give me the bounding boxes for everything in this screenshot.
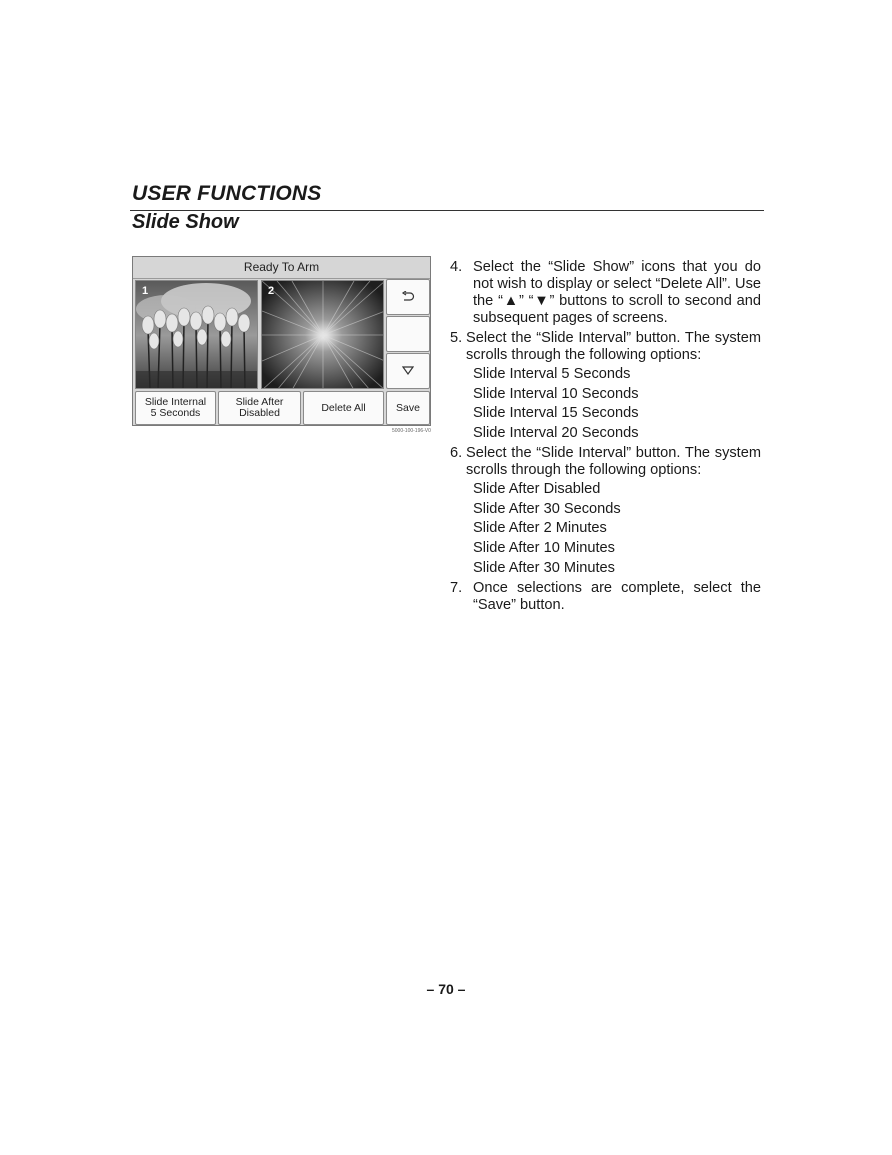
option-item: Slide After 10 Minutes xyxy=(473,539,615,556)
option-item: Slide After 30 Minutes xyxy=(473,559,615,576)
thumbnail-number: 2 xyxy=(268,285,275,297)
slide-interval-options xyxy=(450,365,761,444)
step-text: Select the “Slide Interval” button. The system scrolls through the following options: xyxy=(466,330,761,363)
section-subtitle: Slide Show xyxy=(132,211,239,233)
slide-after-button[interactable]: Slide After Disabled xyxy=(218,391,301,425)
tulips-image xyxy=(136,281,258,389)
step-text: Select the “Slide Show” icons that you do not wish to display or select “Delete All”. Use the “▲” “▼” buttons to scroll to second and subsequent pages of screens. xyxy=(473,259,761,326)
instruction-list xyxy=(450,259,761,617)
slide-after-options xyxy=(450,480,761,579)
slide-interval-button[interactable]: Slide Internal 5 Seconds xyxy=(135,391,216,425)
blank-side-button[interactable] xyxy=(386,316,430,352)
step-number: 7. xyxy=(450,580,463,597)
figure-code: 5000-100-196-V0 xyxy=(392,428,431,434)
step-text: Once selections are complete, select the “Save” button. xyxy=(473,580,761,614)
scroll-down-button[interactable] xyxy=(386,353,430,389)
screen-status-title: Ready To Arm xyxy=(133,257,430,279)
option-item: Slide After 2 Minutes xyxy=(473,520,607,537)
starburst-image xyxy=(262,281,384,389)
slide-show-screen xyxy=(132,256,431,426)
section-title: USER FUNCTIONS xyxy=(132,182,322,205)
option-item: Slide Interval 10 Seconds xyxy=(473,385,639,402)
back-button[interactable] xyxy=(386,279,430,315)
instruction-step-6 xyxy=(450,445,761,479)
down-triangle-icon xyxy=(402,366,414,376)
option-item: Slide Interval 20 Seconds xyxy=(473,425,639,442)
step-text: Select the “Slide Interval” button. The system scrolls through the following options: xyxy=(466,444,761,478)
thumbnail-number: 1 xyxy=(142,285,149,297)
instruction-step-7 xyxy=(450,580,761,614)
slide-thumbnail-1[interactable] xyxy=(135,280,258,389)
instruction-step-5 xyxy=(450,330,761,364)
delete-all-button[interactable]: Delete All xyxy=(303,391,384,425)
step-number: 4. xyxy=(450,259,463,275)
slide-thumbnail-2[interactable] xyxy=(261,280,384,389)
option-item: Slide After Disabled xyxy=(473,480,601,497)
step-number: 6. xyxy=(450,444,463,461)
step-number: 5. xyxy=(450,330,463,346)
option-item: Slide After 30 Seconds xyxy=(473,500,621,517)
return-arrow-icon xyxy=(401,291,415,303)
option-item: Slide Interval 5 Seconds xyxy=(473,366,631,382)
save-button[interactable]: Save xyxy=(386,391,430,425)
option-item: Slide Interval 15 Seconds xyxy=(473,405,639,422)
page-number: – 70 – xyxy=(426,981,466,997)
instruction-step-4 xyxy=(450,259,761,327)
